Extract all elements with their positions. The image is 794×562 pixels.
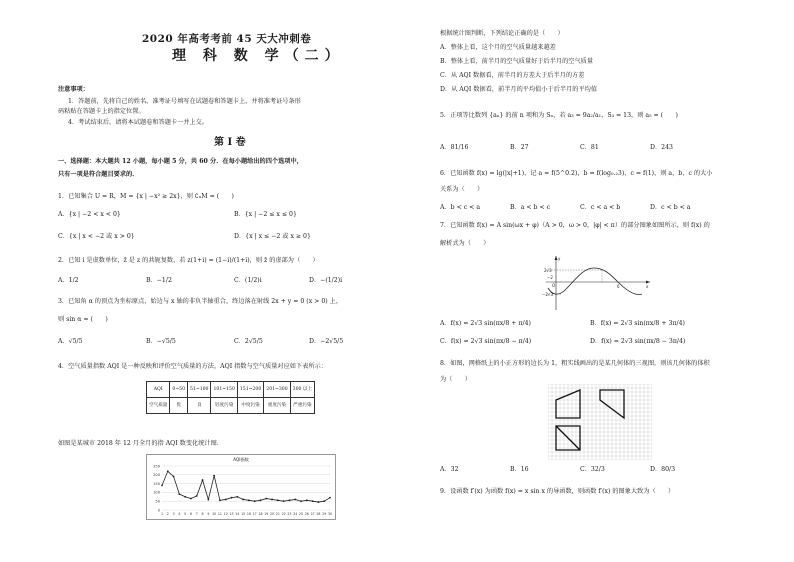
q8-stem: 8．如图，网格纸上的小正方形的边长为 1，粗实线画出的是某几何体的三视图，则该几何体的体积 [440,360,710,367]
aqi-data-point [312,500,314,502]
aqi-data-point [318,501,320,503]
x-tick-label: 5 [184,512,187,516]
aqi-cell: 0~50 [170,382,188,398]
aqi-cell: 优 [170,398,188,414]
graph-label-x1: −2 [547,275,553,280]
aqi-data-point [265,498,267,500]
x-tick-label: 6 [189,512,192,516]
aqi-table [146,381,315,414]
q2-stem: 2．已知 i 是虚数单位，z̄ 是 z 的共轭复数，若 z(1+i) = (1−i)/(1+i)，则 z̄ 的虚部为（ ） [58,257,319,264]
aqi-data-point [300,500,302,502]
notice-item-4: 4．考试结束后，请将本试题卷和答题卡一并上交。 [68,119,209,126]
x-tick-label: 11 [217,512,222,516]
aqi-data-point [161,484,163,486]
x-tick-label: 17 [252,512,257,516]
notice-heading: 注意事项： [58,86,89,93]
aqi-data-point [294,499,296,501]
q4-option-c: C．从 AQI 数据看，前半月的方差大于后半月的方差 [440,72,585,79]
section-heading: 第 Ⅰ 卷 [214,137,246,148]
aqi-data-point [323,500,325,502]
aqi-cell: 良 [188,398,211,414]
aqi-data-point [236,496,238,498]
sine-curve [548,268,642,295]
aqi-cell: 中度污染 [237,398,263,414]
q7-sine-graph [542,254,652,312]
aqi-data-point [231,497,233,499]
q6-stem-2: 关系为（ ） [440,186,484,193]
chart-frame [147,455,336,520]
aqi-data-point [225,499,227,501]
section-intro-2: 只有一项是符合题目要求的． [58,171,139,178]
q6-stem: 6．已知函数 f(x) = lg(|x|+1)，记 a = f(5^0.2)，b = f(log₀.₂3)，c = f(1)，则 a，b，c 的大小 [440,170,713,177]
chart-title: AQI指数 [233,457,249,462]
q7-stem: 7．已知函数 f(x) = A sin(ωx + φ)（A > 0，ω > 0，|φ| < π）的部分图象如图所示，则 f(x) 的 [440,222,710,229]
q2-option-b: B．−1/2 [146,277,172,284]
aqi-data-point [329,497,331,499]
q8-three-view-grid [548,384,652,460]
aqi-data-point [178,493,180,495]
aqi-cell: 重度污染 [264,398,290,414]
exam-title: 2020 年高考考前 45 天大冲刺卷 [142,33,312,45]
aqi-line-chart [146,454,336,520]
q1-option-d: D．{x | x ≤ −2 或 x ≥ 0} [234,233,311,240]
q1-option-b: B．{x | −2 ≤ x ≤ 0} [234,211,297,218]
x-tick-label: 18 [258,512,263,516]
graph-label-x2: 6 [617,284,620,289]
q4-option-a: A．整体上看，这个月的空气质量越来越差 [440,44,556,51]
x-tick-label: 1 [160,512,164,516]
aqi-table-row-quality [147,398,315,414]
aqi-cell: 空气质量 [147,398,170,414]
graph-label-y: y [558,256,561,261]
q1-option-a: A．{x | −2 < x < 0} [58,211,121,218]
x-tick-label: 8 [201,512,204,516]
aqi-data-point [190,498,192,500]
q4-option-b: B．整体上看，前半月的空气质量好于后半月的空气质量 [440,58,594,65]
q5-option-c: C．81 [580,144,599,151]
x-tick-label: 15 [241,512,246,516]
x-tick-label: 13 [229,512,234,516]
q4-chart-intro: 如图是某城市 2018 年 12 月全月的指 AQI 数变化统计图． [58,440,223,447]
x-tick-label: 9 [207,512,210,516]
q7-stem-2: 解析式为（ ） [440,240,490,247]
left-column [54,0,414,562]
q6-option-b: B．a < b < c [510,204,551,211]
section-intro-1: 一、选择题：本大题共 12 小题，每小题 5 分，共 60 分．在每小题给出的四个选项中， [58,158,303,165]
aqi-data-point [219,499,221,501]
aqi-cell: 201~300 [264,382,290,398]
aqi-table-row-index [147,382,315,398]
q4-options-lead: 根据统计图判断，下列结论正确的是（ ） [440,30,564,37]
q3-option-c: C．2√5/5 [234,338,263,345]
aqi-cell: 151~200 [237,382,263,398]
aqi-data-point [271,499,273,501]
aqi-data-point [289,499,291,501]
graph-label-x: x [646,284,649,289]
x-tick-label: 4 [178,512,181,516]
q8-option-b: B．16 [510,466,529,473]
y-tick-label: 200 [153,473,160,478]
q5-option-d: D．243 [650,144,673,151]
q8-option-d: D．80/3 [650,466,676,473]
q6-option-c: C．c < a < b [580,204,621,211]
x-tick-label: 24 [293,512,298,516]
notice-item-1a: 1．答题前，先将自己的姓名、准考证号填写在试题卷和答题卡上，并将准考证号条形 [68,98,301,105]
aqi-data-point [306,499,308,501]
q2-option-c: C．(1/2)i [234,277,262,284]
aqi-data-point [184,496,186,498]
aqi-cell: 300 以上 [290,382,314,398]
q7-option-d: D．f(x) = 2√3 sin(πx/8 − 3π/4) [590,338,686,345]
q2-option-d: D．−(1/2)i [309,277,343,284]
aqi-data-point [260,499,262,501]
x-tick-label: 27 [310,512,315,516]
x-tick-label: 12 [223,512,228,516]
x-tick-label: 23 [287,512,292,516]
notice-item-1b: 码粘贴在答题卡上的指定位置。 [58,108,145,115]
q8-option-c: C．32/3 [580,466,605,473]
x-tick-label: 28 [316,512,321,516]
graph-label-ytop: 2√3 [544,268,552,273]
aqi-data-point [167,470,169,472]
aqi-data-point [202,479,204,481]
y-tick-label: 250 [153,464,160,469]
y-tick-label: 0 [157,508,160,513]
x-tick-label: 7 [195,512,198,516]
q4-option-d: D．从 AQI 数据看，前半月的平均值小于后半月的平均值 [440,86,598,93]
x-tick-label: 14 [235,512,240,516]
aqi-data-point [248,499,250,501]
x-tick-label: 26 [304,512,309,516]
aqi-cell: AQI [147,382,170,398]
x-tick-label: 20 [270,512,275,516]
aqi-cell: 轻度污染 [211,398,237,414]
q5-stem: 5．正项等比数列 {aₙ} 的前 n 项和为 Sₙ，若 a₃ = 9a₂/a₁，S₃ = 13，则 a₅ = ( ) [440,112,678,119]
q7-option-b: B．f(x) = 2√3 sin(πx/8 + 3π/4) [590,320,685,327]
q3-stem-2: 则 sin α = ( ) [58,316,108,323]
y-tick-label: 150 [153,481,160,486]
x-tick-label: 19 [264,512,269,516]
y-tick-label: 50 [155,499,160,504]
q8-option-a: A．32 [440,466,459,473]
aqi-cell: 严重污染 [290,398,314,414]
aqi-data-point [283,500,285,502]
graph-label-ybot: −2√3 [542,292,553,297]
q3-stem: 3．已知角 α 的顶点为坐标原点，始边与 x 轴的非负半轴重合，终边落在射线 2x + y = 0 (x > 0) 上， [58,298,343,305]
q5-option-a: A．81/16 [440,144,469,151]
y-tick-label: 100 [153,490,160,495]
q8-stem-2: 为（ ） [440,376,471,383]
x-tick-label: 2 [166,512,169,516]
x-tick-label: 22 [281,512,286,516]
q9-stem: 9．设函数 f′(x) 为函数 f(x) = x sin x 的导函数，则函数 f′(x) 的图象大致为（ ） [440,488,675,495]
q6-option-a: A．b < c < a [440,204,481,211]
aqi-cell: 101~150 [211,382,237,398]
q5-option-b: B．27 [510,144,529,151]
aqi-data-point [173,476,175,478]
exam-subject: 理 科 数 学（二） [172,48,345,64]
q7-option-c: C．f(x) = 2√3 sin(πx/8 − π/4) [440,338,532,345]
aqi-data-point [254,500,256,502]
aqi-data-point [277,499,279,501]
aqi-data-point [207,499,209,501]
q6-option-d: D．c < b < a [650,204,691,211]
q4-stem: 4．空气质量指数 AQI 是一种反映和评价空气质量的方法，AQI 指数与空气质量对应如下表所示： [58,363,327,370]
q7-option-a: A．f(x) = 2√3 sin(πx/8 + π/4) [440,320,531,327]
x-tick-label: 29 [322,512,327,516]
q1-option-c: C．{x | x < −2 或 x > 0} [58,233,135,240]
aqi-data-point [213,475,215,477]
q3-option-a: A．√5/5 [58,338,83,345]
q3-option-b: B．−√5/5 [146,338,176,345]
x-tick-label: 16 [246,512,251,516]
x-tick-label: 3 [172,512,175,516]
q1-stem: 1．已知集合 U = R，M = {x | −x² ≥ 2x}，则 ∁ᵤM = ( ) [58,193,234,200]
aqi-cell: 51~100 [188,382,211,398]
q2-option-a: A．1/2 [58,277,79,284]
aqi-data-point [196,495,198,497]
x-tick-label: 30 [327,512,333,516]
x-tick-label: 21 [275,512,280,516]
x-tick-label: 25 [299,512,304,516]
right-column [420,0,780,562]
aqi-data-point [242,499,244,501]
x-tick-label: 10 [212,512,217,516]
graph-label-origin: O [552,283,556,288]
q3-option-d: D．−2√5/5 [309,338,344,345]
